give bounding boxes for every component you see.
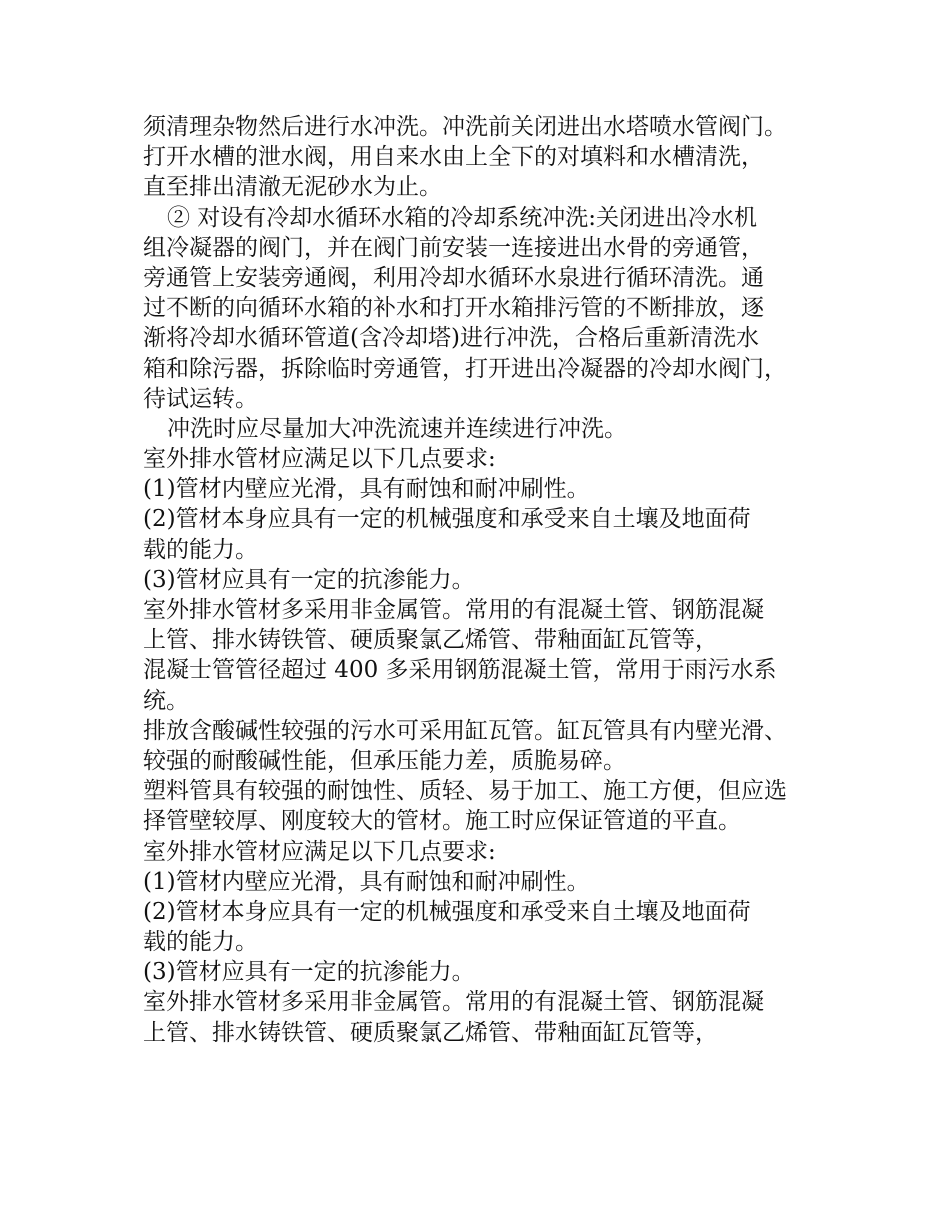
text-line: 较强的耐酸碱性能，但承压能力差，质脆易碎。 [143, 747, 626, 774]
text-line: 排放含酸碱性较强的污水可采用缸瓦管。缸瓦管具有内壁光滑、 [143, 717, 787, 744]
text-line: 室外排水管材多采用非金属管。常用的有混凝土管、钢筋混凝 [143, 597, 764, 623]
text-line: (3)管材应具有一定的抗渗能力。 [143, 959, 475, 986]
text-line: 室外排水管材应满足以下几点要求: [143, 838, 496, 865]
text-line: 过不断的向循环水箱的补水和打开水箱排污管的不断排放，逐 [143, 295, 764, 322]
text-line: (1)管材内壁应光滑，具有耐蚀和耐冲刷性。 [143, 476, 590, 503]
body-text [143, 112, 823, 1048]
text-line: (2)管材本身应具有一定的机械强度和承受来自土壤及地面荷 [143, 506, 751, 533]
text-line: 室外排水管材多采用非金属管。常用的有混凝土管、钢筋混凝 [143, 989, 764, 1016]
text-line: (2)管材本身应具有一定的机械强度和承受来自土壤及地面荷 [143, 898, 751, 925]
text-line: 直至排出清澈无泥砂水为止。 [143, 174, 442, 201]
text-line: 混凝士管管径超过 400 多采用钢筋混凝土管，常用于雨污水系 [143, 657, 777, 684]
text-line: (3)管材应具有一定的抗渗能力。 [143, 566, 475, 593]
text-line: 渐将冷却水循环管道(含冷却塔)进行冲洗，合格后重新清洗水 [143, 325, 759, 352]
text-line: 待试运转。 [143, 385, 258, 412]
text-line: 载的能力。 [143, 536, 258, 563]
text-line: 室外排水管材应满足以下几点要求: [143, 446, 496, 473]
text-line: 择管壁较厚、刚度较大的管材。施工时应保证管道的平直。 [143, 808, 741, 835]
text-line: 上管、排水铸铁管、硬质聚氯乙烯管、带釉面缸瓦管等， [143, 627, 718, 654]
text-line: 上管、排水铸铁管、硬质聚氯乙烯管、带釉面缸瓦管等， [143, 1019, 718, 1046]
text-line: ② 对设有冷却水循环水箱的冷却系统冲洗:关闭进出冷水机 [167, 204, 758, 231]
text-line: 打开水槽的泄水阀，用自来水由上全下的对填料和水槽清洗， [143, 144, 764, 171]
text-line: 塑料管具有较强的耐蚀性、质轻、易于加工、施工方便，但应选 [143, 778, 787, 805]
text-line: 箱和除污器，拆除临时旁通管，打开进出冷凝器的冷却水阀门， [143, 355, 787, 382]
text-line: 须清理杂物然后进行水冲洗。冲洗前关闭进出水塔喷水管阀门。 [143, 114, 787, 140]
text-line: 冲洗时应尽量加大冲洗流速并连续进行冲洗。 [167, 415, 627, 442]
text-line: 旁通管上安装旁通阀，利用冷却水循环水泉进行循环清洗。通 [143, 264, 764, 291]
text-line: 统。 [143, 687, 189, 714]
text-line: 组冷凝器的阀门，并在阀门前安装一连接进出水骨的旁通管， [143, 234, 764, 261]
text-line: 载的能力。 [143, 929, 258, 956]
text-line: (1)管材内壁应光滑，具有耐蚀和耐冲刷性。 [143, 868, 590, 895]
